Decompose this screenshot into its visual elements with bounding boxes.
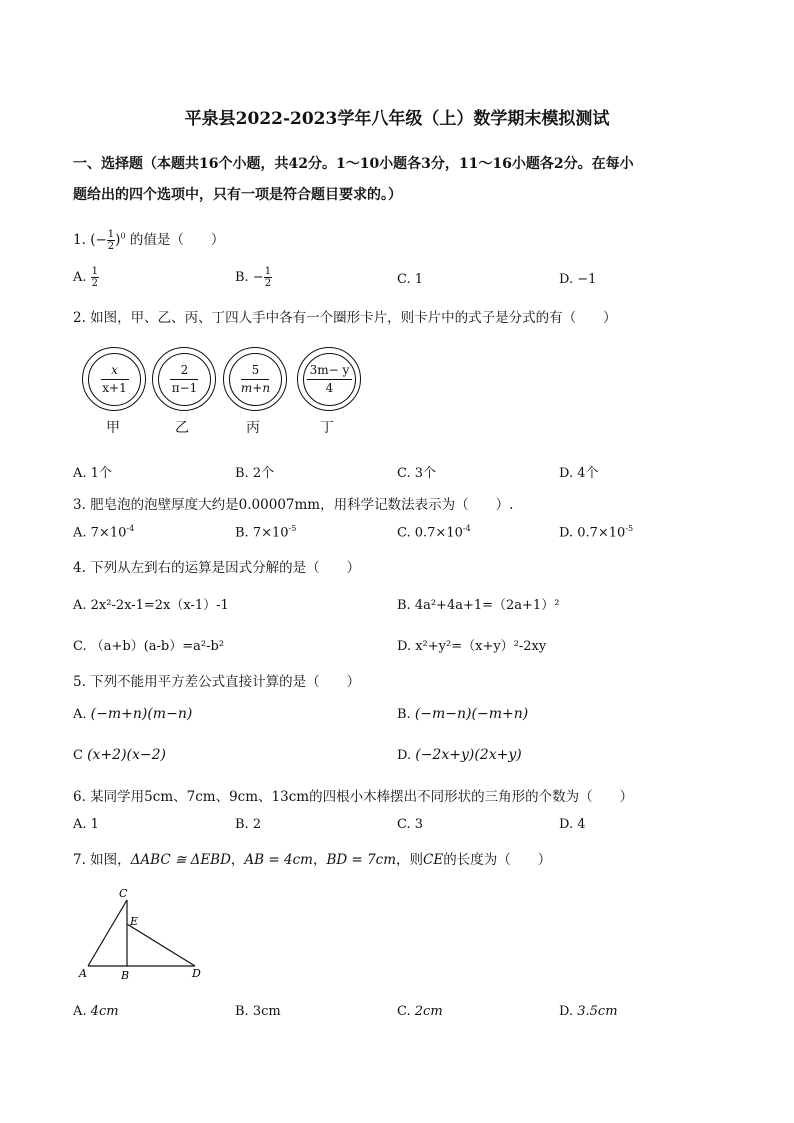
card-jia-expression: $\frac{x}{x+1}$ (102, 363, 127, 395)
q4-option-d[interactable]: D. x²+y²=（x+y）²-2xy (397, 639, 547, 654)
q7-ab-length: AB = 4cm (244, 852, 313, 868)
q1-option-c[interactable]: C. 1 (397, 272, 424, 287)
q7-option-b[interactable]: B. 3cm (235, 1004, 281, 1019)
q7-bd-length: BD = 7cm (326, 852, 397, 868)
segment-ed (127, 924, 195, 966)
q1-exponent: 0 (120, 231, 126, 241)
card-bing-expression: $\frac{5}{m+n}$ (240, 363, 271, 395)
card-bing (223, 347, 287, 411)
q2-option-b[interactable]: B. 2个 (235, 466, 275, 481)
q5-option-d[interactable]: D. (−2x+y)(2x+y) (397, 747, 522, 763)
q3-option-a[interactable]: A. $7\times 10^{-4}$ (73, 524, 135, 541)
q4-option-b[interactable]: B. 4a²+4a+1=（2a+1）² (397, 598, 560, 613)
q2-option-a[interactable]: A. 1个 (73, 466, 112, 481)
question-7: 7. 如图，ΔABC ≅ ΔEBD，AB = 4cm，BD = 7cm，则CE的长度为（ ） (73, 852, 552, 868)
q4-option-c[interactable]: C. （a+b）(a-b）=a²-b² (73, 639, 225, 654)
q4-option-a[interactable]: A. 2x²-2x-1=2x（x-1）-1 (73, 598, 229, 613)
label-a: A (79, 967, 87, 980)
card-ding-expression: $\frac{3m- y}{4}$ (307, 362, 353, 397)
card-label-jia: 甲 (106, 420, 120, 436)
q7-option-d[interactable]: D. 3.5cm (559, 1004, 618, 1019)
label-c: C (119, 887, 128, 900)
q1-option-d[interactable]: D. −1 (559, 272, 597, 287)
q6-option-b[interactable]: B. 2 (235, 817, 262, 832)
q7-congruence: ΔABC ≅ ΔEBD (130, 852, 231, 868)
q7-option-a[interactable]: A. 4cm (73, 1004, 119, 1019)
label-b: B (121, 969, 130, 982)
card-yi-expression: $\frac{2}{\pi-1}$ (171, 363, 198, 395)
card-jia (82, 347, 146, 411)
label-e: E (130, 915, 139, 928)
q3-option-d[interactable]: D. $0.7\times 10^{-5}$ (559, 524, 634, 541)
q3-option-b[interactable]: B. $7\times 10^{-5}$ (235, 524, 297, 541)
question-2: 2. 如图，甲、乙、丙、丁四人手中各有一个圈形卡片，则卡片中的式子是分式的有（ ） (73, 310, 617, 326)
segment-ac (88, 900, 127, 966)
question-1 (73, 228, 224, 252)
card-label-bing: 丙 (246, 420, 260, 436)
q3-option-c[interactable]: C. $0.7\times 10^{-4}$ (397, 524, 471, 541)
q7-ce: CE (423, 852, 444, 868)
card-label-ding: 丁 (320, 420, 334, 436)
q6-option-d[interactable]: D. 4 (559, 817, 586, 832)
q5-option-a[interactable]: A. (−m+n)(m−n) (73, 706, 193, 722)
card-yi (152, 347, 216, 411)
section-heading-line2: 题给出的四个选项中，只有一项是符合题目要求的。） (73, 187, 402, 203)
question-3: 3. 肥皂泡的泡壁厚度大约是0.00007mm，用科学记数法表示为（ ）. (73, 497, 514, 513)
q3-value: 0.00007mm (238, 497, 321, 513)
question-4: 4. 下列从左到右的运算是因式分解的是（ ） (73, 560, 361, 576)
q6-option-a[interactable]: A. 1 (73, 817, 99, 832)
q6-option-c[interactable]: C. 3 (397, 817, 424, 832)
card-label-yi: 乙 (175, 420, 189, 436)
page-title: 平泉县2022-2023学年八年级（上）数学期末模拟测试 (184, 109, 610, 129)
q5-option-b[interactable]: B. (−m−n)(−m+n) (397, 706, 529, 722)
q1-option-b[interactable]: B. − $\frac{1}{2}$ (235, 266, 272, 289)
q1-stem: 的值是（ ） (129, 232, 225, 248)
question-6: 6. 某同学用5cm、7cm、9cm、13cm的四根小木棒摆出不同形状的三角形的个数为（ ） (73, 789, 634, 805)
q1-paren-open: (− (90, 232, 107, 248)
q7-option-c[interactable]: C. 2cm (397, 1004, 443, 1019)
q5-option-c[interactable]: C (x+2)(x−2) (73, 747, 167, 763)
q1-option-a[interactable]: A. $\frac{1}{2}$ (73, 266, 99, 289)
q1-paren-close: ) (115, 232, 121, 248)
triangle-figure (75, 880, 215, 985)
label-d: D (192, 967, 201, 980)
section-heading-line1: 一、选择题（本题共16个小题，共42分。1～10小题各3分，11～16小题各2分。在每小 (73, 156, 634, 172)
q2-option-d[interactable]: D. 4个 (559, 466, 599, 481)
card-ding (297, 347, 361, 411)
q1-fraction: $\frac{1}{2}$ (107, 229, 115, 252)
q2-option-c[interactable]: C. 3个 (397, 466, 437, 481)
question-5: 5. 下列不能用平方差公式直接计算的是（ ） (73, 674, 361, 690)
q1-number: 1. (73, 232, 86, 248)
